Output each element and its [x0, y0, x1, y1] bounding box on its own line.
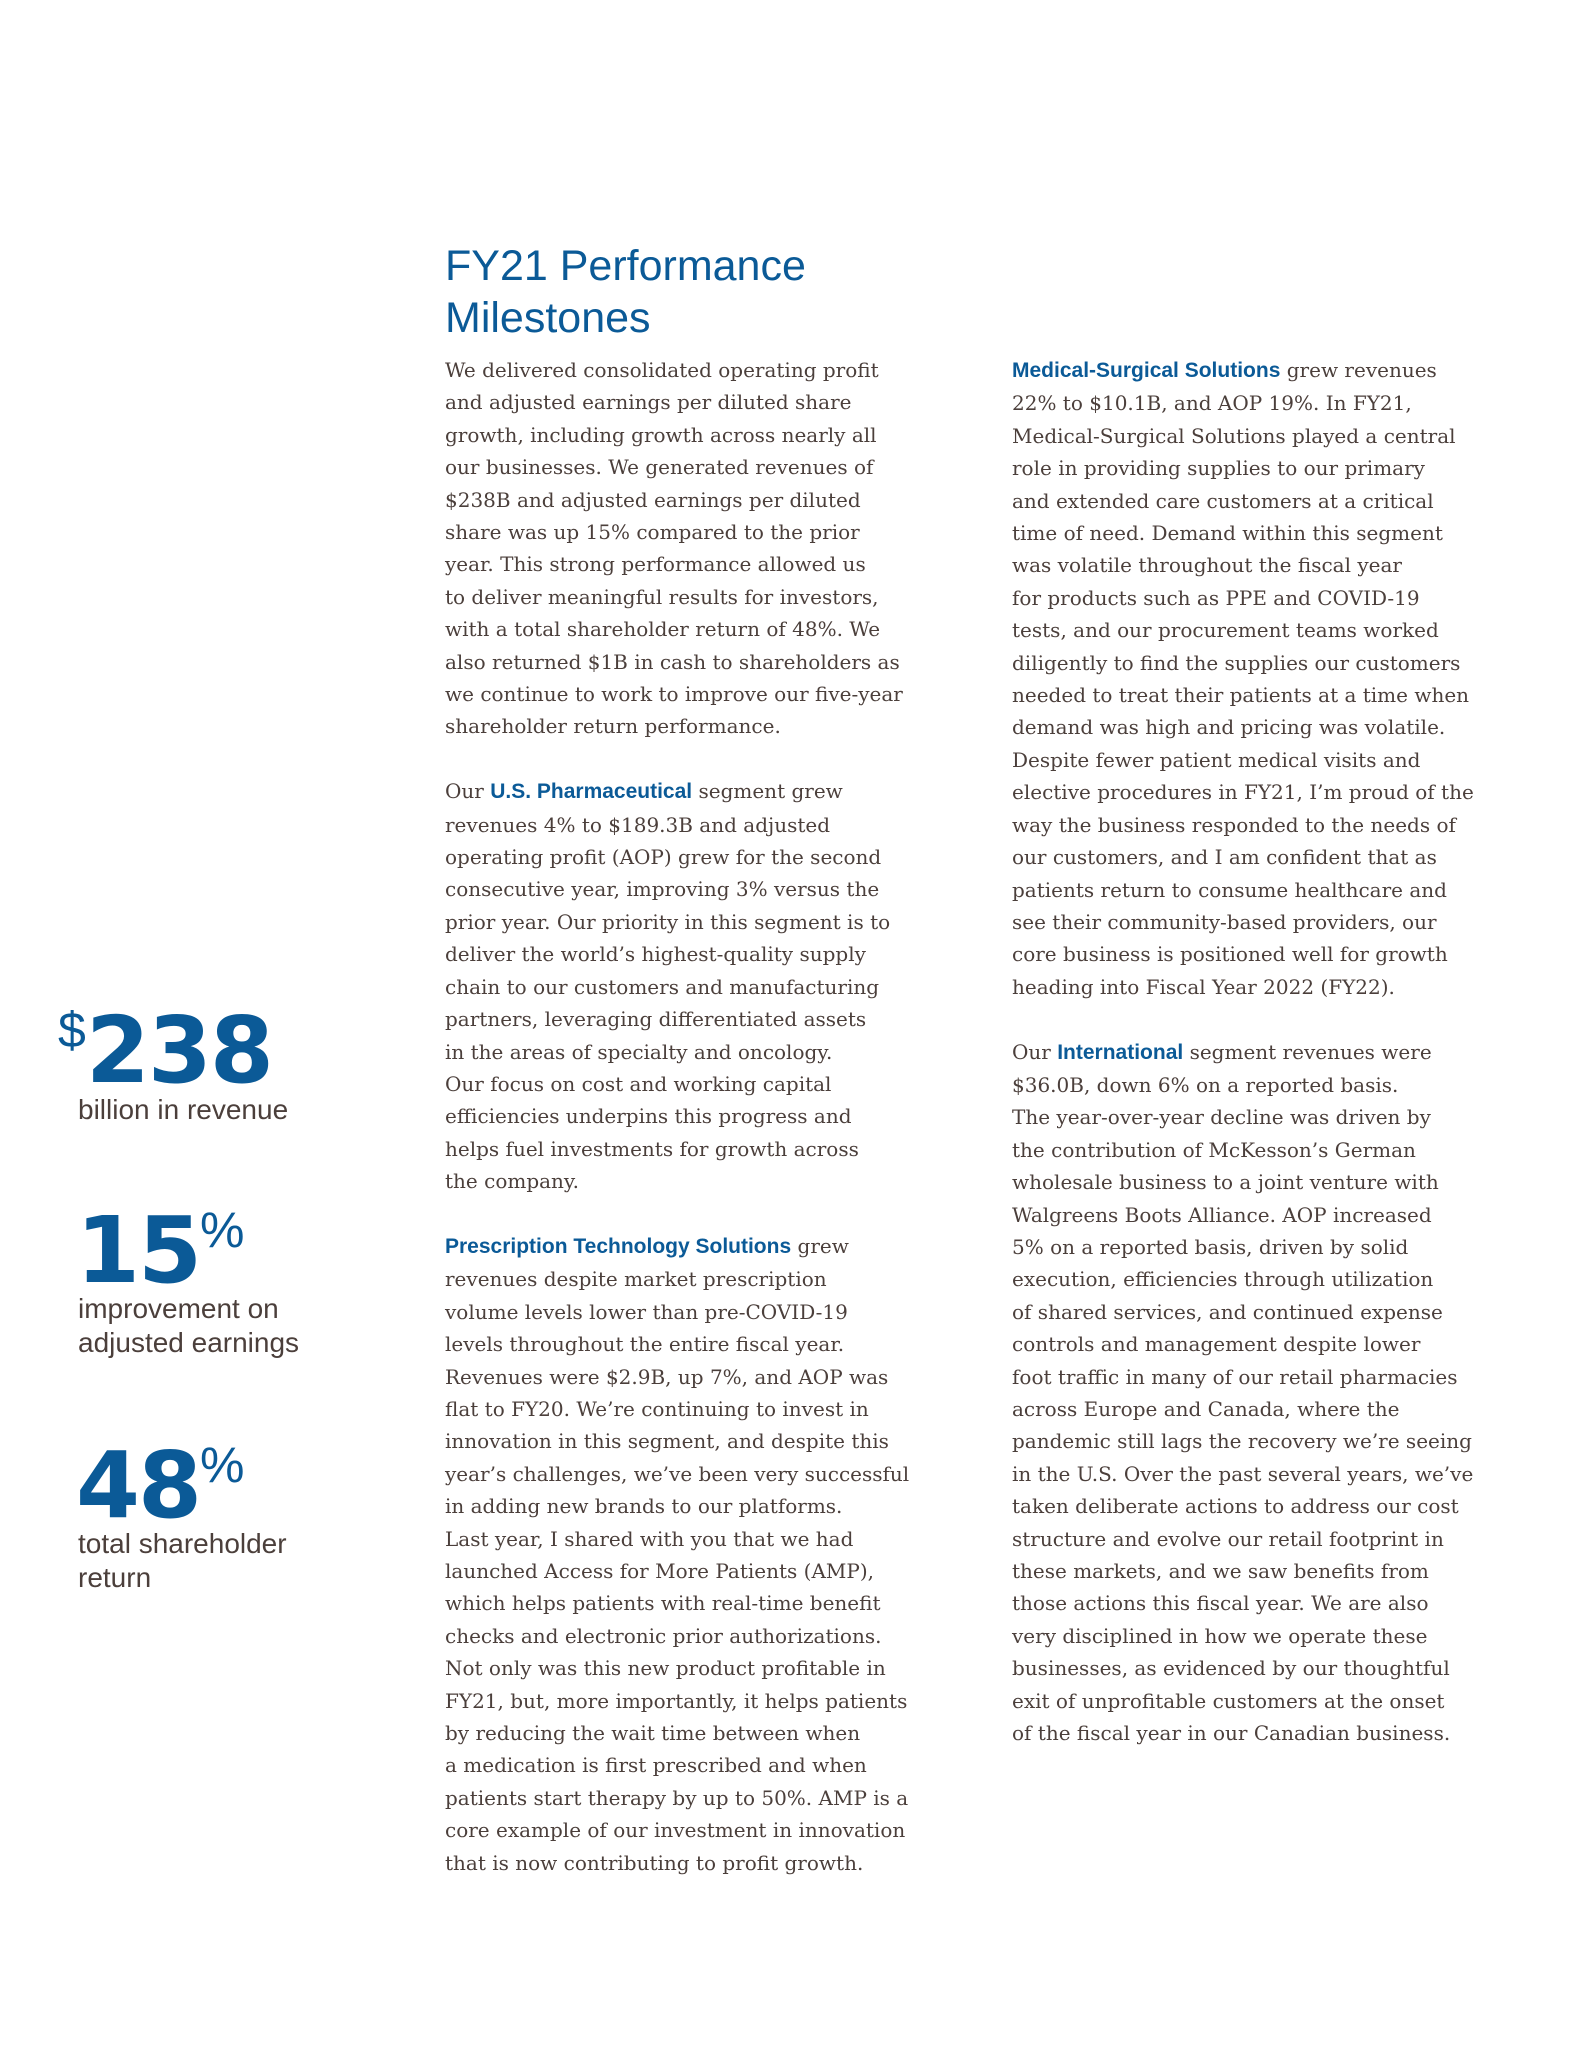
text-line — [1012, 354, 1552, 387]
stat-number: 48 — [76, 1432, 201, 1539]
text-line — [1012, 1587, 1552, 1619]
text-line — [445, 1555, 985, 1587]
paragraph-text: share was up 15% compared to the prior — [445, 520, 860, 545]
text-line — [445, 386, 985, 418]
paragraph-text: these markets, and we saw benefits from — [1012, 1559, 1429, 1584]
text-line — [1012, 1425, 1552, 1457]
text-line — [1012, 1717, 1552, 1749]
paragraph-text: and adjusted earnings per diluted share — [445, 390, 852, 415]
text-line — [445, 1003, 985, 1035]
text-line — [445, 1652, 985, 1684]
paragraph-text: year. This strong performance allowed us — [445, 552, 866, 577]
segment-name: Prescription Technology Solutions — [445, 1234, 792, 1258]
stat-value — [76, 1197, 245, 1304]
paragraph-text: time of need. Demand within this segment — [1012, 521, 1443, 546]
stat-suffix: % — [200, 1437, 245, 1493]
paragraph-text: to deliver meaningful results for investors, — [445, 584, 879, 609]
paragraph-text: with a total shareholder return of 48%. We — [445, 617, 881, 642]
text-line — [1012, 1490, 1552, 1522]
paragraph-text: which helps patients with real-time benefit — [445, 1591, 881, 1616]
segment-name: U.S. Pharmaceutical — [490, 780, 693, 804]
text-line — [1012, 1523, 1552, 1555]
stat-number: 238 — [85, 997, 272, 1104]
paragraph-text: patients return to consume healthcare and — [1012, 877, 1447, 902]
text-line — [445, 1458, 985, 1490]
text-line — [1012, 1101, 1552, 1133]
text-line — [445, 710, 985, 742]
paragraph-text: our businesses. We generated revenues of — [445, 455, 874, 480]
paragraph-text: Walgreens Boots Alliance. AOP increased — [1012, 1202, 1432, 1227]
segment-name: International — [1057, 1040, 1184, 1064]
paragraph-text: structure and evolve our retail footprint in — [1012, 1526, 1444, 1551]
paragraph-text: in the U.S. Over the past several years, we’ve — [1012, 1461, 1474, 1486]
text-line — [445, 1685, 985, 1717]
text-line — [445, 1100, 985, 1132]
text-line — [445, 581, 985, 613]
stat-label — [78, 1093, 288, 1127]
text-line — [445, 809, 985, 841]
paragraph-text: Despite fewer patient medical visits and — [1012, 747, 1421, 772]
paragraph-text: $36.0B, down 6% on a reported basis. — [1012, 1072, 1399, 1097]
paragraph-text: flat to FY20. We’re continuing to invest in — [445, 1396, 869, 1421]
text-line — [1012, 1328, 1552, 1360]
paragraph-text: prior year. Our priority in this segment is to — [445, 909, 891, 934]
paragraph-text: Medical-Surgical Solutions played a central — [1012, 423, 1456, 448]
paragraph-text: diligently to find the supplies our customers — [1012, 650, 1461, 675]
stat-label-line: improvement on — [78, 1293, 279, 1324]
text-line — [445, 1425, 985, 1457]
paragraph-text: Not only was this new product profitable in — [445, 1656, 886, 1681]
paragraph-text: was volatile throughout the fiscal year — [1012, 553, 1402, 578]
text-line — [1012, 906, 1552, 938]
paragraph-text: Revenues were $2.9B, up 7%, and AOP was — [445, 1364, 889, 1389]
paragraph — [445, 775, 985, 1197]
stat-label — [78, 1292, 299, 1360]
paragraph-text: those actions this fiscal year. We are also — [1012, 1591, 1429, 1616]
paragraph-text: core example of our investment in innovation — [445, 1818, 906, 1843]
text-line — [1012, 1620, 1552, 1652]
text-line — [445, 516, 985, 548]
paragraph-text: innovation in this segment, and despite this — [445, 1429, 889, 1454]
stat-label-line: billion in revenue — [78, 1094, 289, 1125]
paragraph-text: launched Access for More Patients (AMP), — [445, 1559, 874, 1583]
paragraph-text: very disciplined in how we operate these — [1012, 1623, 1428, 1648]
paragraph-text: in adding new brands to our platforms. — [445, 1494, 843, 1519]
text-line — [1012, 1199, 1552, 1231]
page-title — [445, 240, 806, 344]
paragraph-text: deliver the world’s highest-quality supply — [445, 942, 866, 967]
paragraph-text: a medication is first prescribed and when — [445, 1753, 867, 1778]
stat-prefix: $ — [58, 1002, 86, 1058]
text-line — [445, 1133, 985, 1165]
text-line — [445, 548, 985, 580]
stat-number: 15 — [76, 1197, 201, 1304]
text-line — [445, 484, 985, 516]
paragraph-text: wholesale business to a joint venture with — [1012, 1170, 1439, 1195]
paragraph-text: year’s challenges, we’ve been very successful — [445, 1461, 910, 1486]
paragraph-text: in the areas of specialty and oncology. — [445, 1039, 833, 1064]
paragraph-text: we continue to work to improve our five-year — [445, 682, 903, 707]
paragraph-text: patients start therapy by up to 50%. AMP is a — [445, 1785, 909, 1810]
text-line — [1012, 1458, 1552, 1490]
paragraph-text: exit of unprofitable customers at the onset — [1012, 1688, 1445, 1713]
text-line — [1012, 1296, 1552, 1328]
text-line — [445, 775, 985, 808]
paragraph-text: role in providing supplies to our primary — [1012, 456, 1425, 481]
paragraph-text: We delivered consolidated operating profit — [445, 358, 879, 382]
text-line — [445, 971, 985, 1003]
text-line — [1012, 1069, 1552, 1101]
paragraph-text: core business is positioned well for growth — [1012, 942, 1448, 967]
text-line — [1012, 1652, 1552, 1684]
paragraph-text: heading into Fiscal Year 2022 (FY22). — [1012, 974, 1395, 999]
paragraph-text: tests, and our procurement teams worked — [1012, 618, 1439, 643]
text-line — [445, 873, 985, 905]
text-line — [445, 1296, 985, 1328]
text-line — [445, 1847, 985, 1879]
stat-label — [78, 1527, 287, 1595]
paragraph-text: elective procedures in FY21, I’m proud of the — [1012, 780, 1474, 805]
paragraph-text: segment revenues were — [1183, 1039, 1432, 1064]
text-line — [1012, 874, 1552, 906]
text-line — [445, 1393, 985, 1425]
paragraph — [445, 354, 985, 743]
text-line — [1012, 1036, 1552, 1069]
text-line — [1012, 841, 1552, 873]
text-line — [1012, 1555, 1552, 1587]
paragraph-text: way the business responded to the needs of — [1012, 812, 1456, 837]
text-line — [1012, 452, 1552, 484]
paragraph-text: execution, efficiencies through utilization — [1012, 1267, 1434, 1292]
text-line — [1012, 647, 1552, 679]
paragraph-text: by reducing the wait time between when — [445, 1721, 861, 1746]
paragraph-text: Last year, I shared with you that we had — [445, 1526, 854, 1551]
text-line — [445, 1036, 985, 1068]
text-line — [1012, 387, 1552, 419]
text-line — [1012, 744, 1552, 776]
paragraph-text: our customers, and I am confident that as — [1012, 845, 1437, 870]
text-line — [445, 646, 985, 678]
stat-value — [76, 1432, 245, 1539]
text-line — [445, 613, 985, 645]
paragraph-text: that is now contributing to profit growth. — [445, 1850, 864, 1875]
text-line — [1012, 517, 1552, 549]
text-line — [1012, 420, 1552, 452]
stat-label-line: return — [78, 1562, 152, 1593]
text-line — [445, 1782, 985, 1814]
paragraph-text: Our — [1012, 1039, 1058, 1064]
paragraph-text: of the fiscal year in our Canadian business. — [1012, 1721, 1451, 1746]
text-line — [1012, 582, 1552, 614]
text-line — [445, 1165, 985, 1197]
text-line — [445, 1749, 985, 1781]
text-line — [445, 1068, 985, 1100]
text-line — [1012, 1263, 1552, 1295]
paragraph-text: revenues despite market prescription — [445, 1267, 827, 1292]
text-line — [445, 906, 985, 938]
paragraph-text: levels throughout the entire fiscal year. — [445, 1332, 845, 1357]
paragraph-text: businesses, as evidenced by our thoughtful — [1012, 1656, 1450, 1681]
text-line — [445, 1230, 985, 1263]
paragraph-text: operating profit (AOP) grew for the second — [445, 845, 882, 870]
text-column-left — [445, 354, 985, 1911]
paragraph-text: consecutive year, improving 3% versus the — [445, 877, 880, 902]
paragraph — [1012, 354, 1552, 1003]
paragraph-text: needed to treat their patients at a time when — [1012, 683, 1470, 708]
paragraph-text: Our focus on cost and working capital — [445, 1071, 832, 1096]
paragraph — [1012, 1036, 1552, 1750]
stat-value — [58, 997, 272, 1104]
text-line — [1012, 1166, 1552, 1198]
paragraph-text: grew — [791, 1233, 849, 1258]
text-line — [1012, 549, 1552, 581]
paragraph-text: segment grew — [692, 779, 843, 804]
text-line — [1012, 614, 1552, 646]
text-line — [1012, 1361, 1552, 1393]
paragraph-text: of shared services, and continued expense — [1012, 1299, 1443, 1324]
paragraph-text: grew revenues — [1280, 358, 1437, 382]
text-line — [445, 1490, 985, 1522]
text-line — [445, 678, 985, 710]
text-line — [445, 841, 985, 873]
text-line — [1012, 938, 1552, 970]
text-line — [445, 1328, 985, 1360]
paragraph-text: 22% to $10.1B, and AOP 19%. In FY21, — [1012, 391, 1412, 416]
text-line — [1012, 485, 1552, 517]
paragraph-text: chain to our customers and manufacturing — [445, 974, 880, 999]
text-line — [1012, 1134, 1552, 1166]
text-column-right — [1012, 354, 1552, 1782]
title-line: Milestones — [445, 294, 651, 342]
paragraph-text: the contribution of McKesson’s German — [1012, 1137, 1416, 1162]
text-line — [445, 1263, 985, 1295]
paragraph-text: see their community-based providers, our — [1012, 909, 1437, 934]
paragraph-text: across Europe and Canada, where the — [1012, 1396, 1400, 1421]
paragraph-text: checks and electronic prior authorizations. — [445, 1623, 882, 1648]
text-line — [445, 354, 985, 386]
paragraph-text: Our — [445, 779, 491, 804]
text-line — [445, 938, 985, 970]
text-line — [445, 1361, 985, 1393]
stat-label-line: adjusted earnings — [78, 1327, 300, 1358]
paragraph-text: controls and management despite lower — [1012, 1332, 1421, 1357]
stat-label-line: total shareholder — [78, 1528, 287, 1559]
paragraph-text: helps fuel investments for growth across — [445, 1136, 859, 1161]
text-line — [445, 1717, 985, 1749]
text-line — [445, 1814, 985, 1846]
paragraph-text: foot traffic in many of our retail pharmacies — [1012, 1364, 1458, 1389]
paragraph-text: FY21, but, more importantly, it helps patients — [445, 1688, 908, 1713]
paragraph-text: $238B and adjusted earnings per diluted — [445, 487, 861, 512]
paragraph-text: demand was high and pricing was volatile. — [1012, 715, 1446, 740]
paragraph-text: the company. — [445, 1169, 579, 1194]
paragraph-text: and extended care customers at a critical — [1012, 488, 1434, 513]
text-line — [445, 1620, 985, 1652]
text-line — [445, 1523, 985, 1555]
paragraph-text: revenues 4% to $189.3B and adjusted — [445, 812, 831, 837]
stat-suffix: % — [200, 1202, 245, 1258]
text-line — [1012, 1393, 1552, 1425]
paragraph-text: efficiencies underpins this progress and — [445, 1104, 852, 1129]
paragraph-text: 5% on a reported basis, driven by solid — [1012, 1234, 1409, 1259]
paragraph-text: The year-over-year decline was driven by — [1012, 1105, 1431, 1130]
paragraph — [445, 1230, 985, 1879]
text-line — [1012, 711, 1552, 743]
text-line — [445, 1587, 985, 1619]
text-line — [1012, 776, 1552, 808]
text-line — [445, 419, 985, 451]
text-line — [1012, 809, 1552, 841]
text-line — [1012, 679, 1552, 711]
segment-name: Medical-Surgical Solutions — [1012, 359, 1281, 382]
paragraph-text: growth, including growth across nearly all — [445, 422, 877, 447]
paragraph-text: volume levels lower than pre-COVID-19 — [445, 1299, 848, 1324]
title-line: FY21 Performance — [445, 242, 806, 290]
paragraph-text: also returned $1B in cash to shareholders as — [445, 649, 900, 674]
paragraph-text: shareholder return performance. — [445, 714, 781, 739]
paragraph-text: taken deliberate actions to address our cost — [1012, 1494, 1459, 1519]
text-line — [445, 451, 985, 483]
paragraph-text: pandemic still lags the recovery we’re seeing — [1012, 1429, 1472, 1454]
paragraph-text: for products such as PPE and COVID-19 — [1012, 585, 1420, 610]
text-line — [1012, 1231, 1552, 1263]
text-line — [1012, 971, 1552, 1003]
text-line — [1012, 1685, 1552, 1717]
paragraph-text: partners, leveraging differentiated assets — [445, 1007, 867, 1032]
